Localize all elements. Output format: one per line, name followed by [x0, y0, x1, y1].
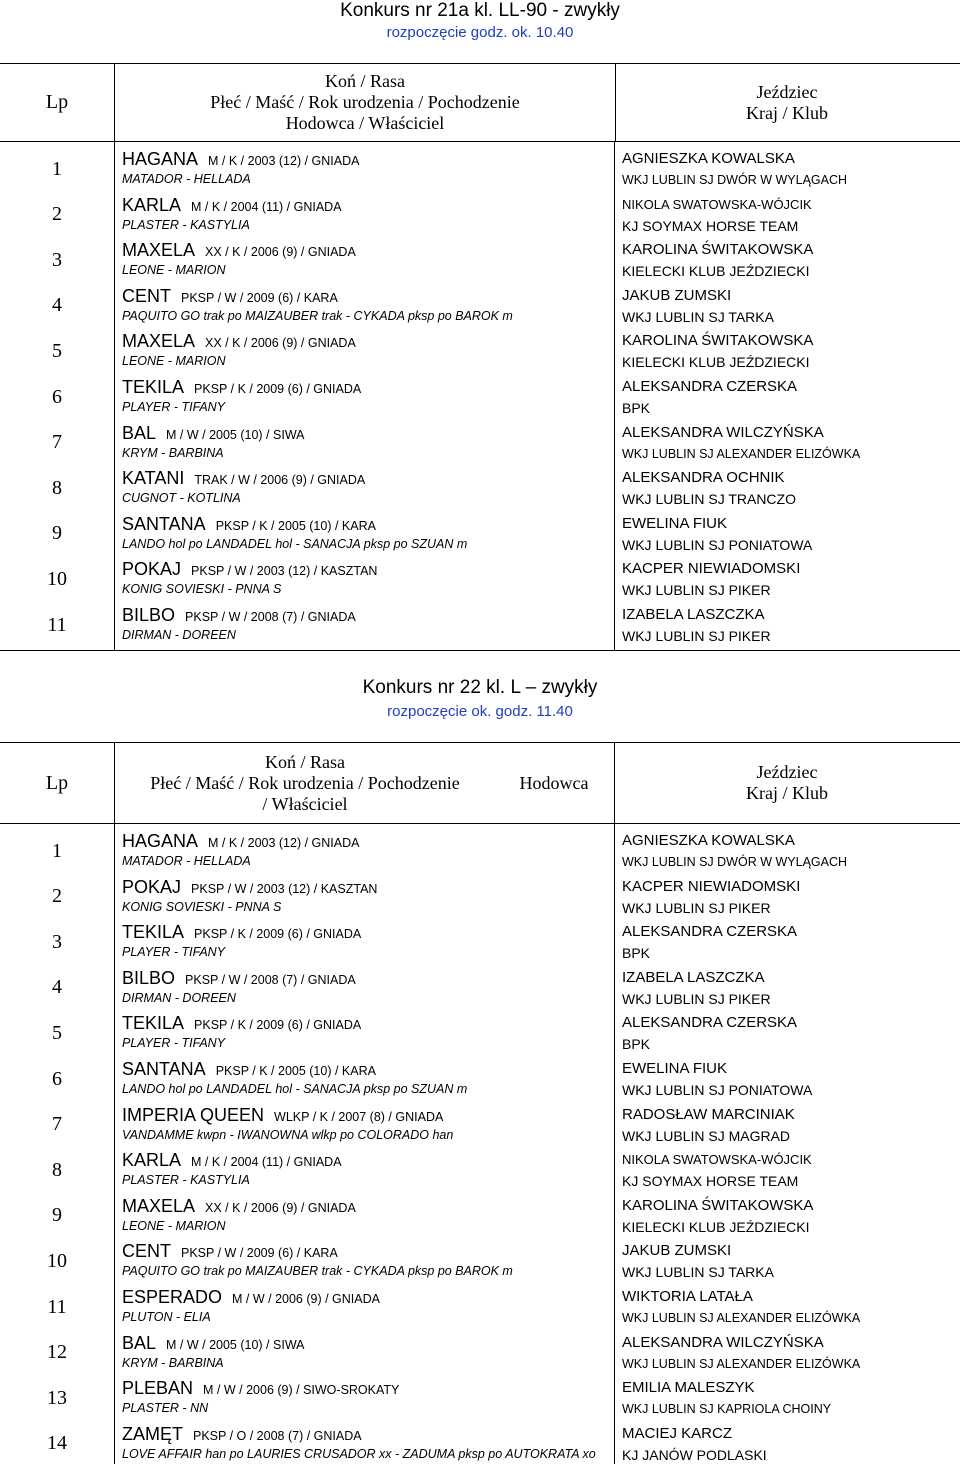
- horse-line: [122, 831, 359, 853]
- rider-club: KJ JANÓW PODLASKI: [622, 1446, 767, 1463]
- competition-1-title: Konkurs nr 21a kl. LL-90 - zwykły: [340, 0, 620, 21]
- competition-2-entries: [0, 824, 960, 1464]
- header-lp: Lp: [45, 91, 69, 113]
- horse-line: [122, 1196, 356, 1218]
- entry-number: 8: [52, 1158, 62, 1181]
- horse-details: M / K / 2003 (12) / GNIADA: [208, 154, 360, 168]
- horse-line: [122, 149, 359, 171]
- entry-number: 1: [52, 157, 62, 180]
- table-row: [0, 1010, 960, 1056]
- rider-club: WKJ LUBLIN SJ TARKA: [622, 1264, 774, 1281]
- horse-line: [122, 922, 361, 944]
- table-row: [0, 420, 960, 466]
- rider-club: WKJ LUBLIN SJ DWÓR W WYLĄGACH: [622, 855, 848, 869]
- horse-line: [122, 1378, 399, 1400]
- table-row: [0, 1193, 960, 1239]
- horse-pedigree: LANDO hol po LANDADEL hol - SANACJA pksp po SZUAN m: [122, 1082, 468, 1096]
- horse-details: M / K / 2004 (11) / GNIADA: [191, 1155, 342, 1170]
- entry-number: 6: [52, 385, 62, 408]
- table-row: [0, 1375, 960, 1421]
- horse-details: XX / K / 2006 (9) / GNIADA: [205, 1200, 356, 1215]
- rider-club: BPK: [622, 945, 651, 962]
- table-row: [0, 828, 960, 874]
- rider-name: WIKTORIA LATAŁA: [622, 1288, 753, 1305]
- entry-number: 8: [52, 476, 62, 499]
- rider-name: ALEKSANDRA WILCZYŃSKA: [622, 1333, 824, 1351]
- horse-pedigree: LEONE - MARION: [122, 263, 226, 278]
- horse-name: POKAJ: [122, 559, 182, 580]
- table-row: [0, 602, 960, 648]
- horse-details: PKSP / W / 2008 (7) / GNIADA: [185, 610, 356, 624]
- rider-club: WKJ LUBLIN SJ MAGRAD: [622, 1127, 791, 1144]
- horse-line: [122, 331, 356, 353]
- rider-name: EWELINA FIUK: [622, 1060, 728, 1077]
- horse-name: HAGANA: [122, 149, 199, 169]
- rider-club: WKJ LUBLIN SJ ALEXANDER ELIZÓWKA: [622, 446, 861, 461]
- rider-name: EWELINA FIUK: [622, 514, 728, 532]
- rider-club: BPK: [622, 1036, 651, 1053]
- competition-1-header: [0, 63, 960, 142]
- horse-details: WLKP / K / 2007 (8) / GNIADA: [274, 1109, 444, 1124]
- entry-number: 5: [52, 1021, 62, 1044]
- horse-details: PKSP / W / 2009 (6) / KARA: [181, 290, 338, 305]
- horse-details: PKSP / K / 2009 (6) / GNIADA: [194, 927, 362, 942]
- horse-details: PKSP / K / 2009 (6) / GNIADA: [194, 382, 362, 396]
- rider-name: IZABELA LASZCZKA: [622, 606, 765, 623]
- rider-club: WKJ LUBLIN SJ DWÓR W WYLĄGACH: [622, 173, 848, 187]
- horse-pedigree: PAQUITO GO trak po MAIZAUBER trak - CYKADA pksp po BAROK m: [122, 1264, 513, 1279]
- rider-name: JAKUB ZUMSKI: [622, 286, 732, 304]
- horse-details: M / K / 2004 (11) / GNIADA: [191, 199, 342, 214]
- rider-club: WKJ LUBLIN SJ ALEXANDER ELIZÓWKA: [622, 1311, 861, 1325]
- rider-club: KIELECKI KLUB JEŹDZIECKI: [622, 1218, 810, 1235]
- horse-line: [122, 240, 356, 262]
- horse-details: M / W / 2005 (10) / SIWA: [166, 427, 305, 442]
- rider-club: KJ SOYMAX HORSE TEAM: [622, 217, 799, 234]
- horse-details: M / W / 2005 (10) / SIWA: [166, 1337, 305, 1352]
- entry-number: 13: [47, 1386, 67, 1409]
- horse-line: [122, 377, 361, 399]
- table-row: [0, 374, 960, 420]
- rider-name: ALEKSANDRA CZERSKA: [622, 1014, 798, 1032]
- entry-number: 9: [52, 1204, 62, 1227]
- horse-line: [122, 1013, 361, 1035]
- table-row: [0, 237, 960, 283]
- horse-details: PKSP / W / 2008 (7) / GNIADA: [185, 972, 356, 987]
- horse-line: [122, 968, 356, 990]
- horse-pedigree: KONIG SOVIESKI - PNNA S: [122, 899, 282, 914]
- horse-details: PKSP / W / 2003 (12) / KASZTAN: [191, 881, 378, 896]
- horse-name: KARLA: [122, 1150, 182, 1171]
- horse-line: [122, 1241, 338, 1263]
- horse-pedigree: MATADOR - HELLADA: [122, 172, 251, 186]
- entry-number: 11: [47, 1295, 67, 1318]
- horse-line: [122, 1424, 362, 1446]
- horse-line: [122, 1059, 376, 1081]
- rider-name: AGNIESZKA KOWALSKA: [622, 150, 795, 167]
- horse-name: CENT: [122, 1241, 171, 1262]
- horse-name: SANTANA: [122, 1059, 206, 1079]
- horse-pedigree: PLASTER - KASTYLIA: [122, 217, 250, 232]
- header-rider-line1: Jeździec: [756, 81, 818, 102]
- competition-1-start-time: rozpoczęcie godz. ok. 10.40: [386, 24, 574, 41]
- header-rider-line2: Kraj / Klub: [746, 783, 828, 803]
- table-row: [0, 328, 960, 374]
- header-rider: [614, 743, 960, 823]
- rider-club: WKJ LUBLIN SJ PONIATOWA: [622, 536, 813, 553]
- rider-name: NIKOLA SWATOWSKA-WÓJCIK: [622, 196, 812, 212]
- table-row: [0, 1056, 960, 1102]
- entry-number: 4: [52, 294, 62, 317]
- rider-club: WKJ LUBLIN SJ PONIATOWA: [622, 1082, 813, 1098]
- header-horse-line2: Płeć / Maść / Rok urodzenia / Pochodzenie: [150, 772, 460, 793]
- header-rider-line2: Kraj / Klub: [746, 102, 828, 123]
- horse-pedigree: KRYM - BARBINA: [122, 445, 224, 460]
- header-lp: Lp: [45, 771, 69, 794]
- horse-pedigree: LEONE - MARION: [122, 1218, 226, 1233]
- competition-1-entries: [0, 142, 960, 651]
- horse-name: MAXELA: [122, 1195, 196, 1216]
- horse-name: HAGANA: [122, 831, 199, 851]
- entry-number: 3: [52, 248, 62, 271]
- table-row: [0, 556, 960, 602]
- entry-number: 14: [47, 1432, 67, 1455]
- horse-details: M / W / 2006 (9) / GNIADA: [232, 1292, 380, 1306]
- rider-club: WKJ LUBLIN SJ PIKER: [622, 628, 771, 644]
- rider-name: RADOSŁAW MARCINIAK: [622, 1105, 795, 1123]
- rider-name: KACPER NIEWIADOMSKI: [622, 560, 801, 578]
- horse-name: CENT: [122, 285, 171, 306]
- horse-details: PKSP / K / 2009 (6) / GNIADA: [194, 1018, 362, 1033]
- horse-pedigree: DIRMAN - DOREEN: [122, 990, 236, 1005]
- rider-name: ALEKSANDRA CZERSKA: [622, 378, 798, 395]
- competition-2-header: [0, 742, 960, 824]
- rider-name: IZABELA LASZCZKA: [622, 968, 765, 986]
- horse-details: M / K / 2003 (12) / GNIADA: [208, 836, 360, 850]
- horse-line: [122, 195, 342, 217]
- horse-details: PKSP / O / 2008 (7) / GNIADA: [193, 1428, 362, 1443]
- table-row: [0, 1102, 960, 1148]
- horse-line: [122, 468, 365, 490]
- horse-name: BAL: [122, 422, 157, 443]
- horse-pedigree: PAQUITO GO trak po MAIZAUBER trak - CYKADA pksp po BAROK m: [122, 308, 513, 323]
- horse-name: ZAMĘT: [122, 1423, 183, 1444]
- horse-pedigree: LANDO hol po LANDADEL hol - SANACJA pksp po SZUAN m: [122, 536, 468, 551]
- horse-details: XX / K / 2006 (9) / GNIADA: [205, 336, 356, 351]
- horse-line: [122, 1287, 380, 1309]
- table-row: [0, 283, 960, 329]
- entry-number: 2: [52, 885, 62, 908]
- horse-name: ESPERADO: [122, 1287, 223, 1307]
- horse-name: BAL: [122, 1332, 157, 1353]
- horse-details: TRAK / W / 2006 (9) / GNIADA: [194, 473, 366, 488]
- header-horse-line3: / Właściciel: [262, 793, 348, 814]
- rider-club: WKJ LUBLIN SJ TARKA: [622, 308, 774, 325]
- header-horse: [114, 64, 616, 141]
- rider-club: BPK: [622, 400, 651, 416]
- horse-details: PKSP / W / 2003 (12) / KASZTAN: [191, 564, 378, 579]
- horse-pedigree: PLASTER - KASTYLIA: [122, 1173, 250, 1188]
- table-row: [0, 1330, 960, 1376]
- rider-club: WKJ LUBLIN SJ ALEXANDER ELIZÓWKA: [622, 1356, 861, 1371]
- horse-pedigree: PLAYER - TIFANY: [122, 400, 226, 414]
- rider-club: WKJ LUBLIN SJ PIKER: [622, 899, 771, 916]
- table-row: [0, 192, 960, 238]
- horse-pedigree: PLUTON - ELIA: [122, 1310, 211, 1324]
- horse-pedigree: LOVE AFFAIR han po LAURIES CRUSADOR xx - ZADUMA pksp po AUTOKRATA xo: [122, 1446, 596, 1461]
- horse-line: [122, 559, 377, 581]
- rider-name: KAROLINA ŚWITAKOWSKA: [622, 332, 814, 350]
- header-horse: [114, 743, 495, 823]
- horse-name: IMPERIA QUEEN: [122, 1104, 265, 1125]
- entry-number: 11: [47, 613, 67, 636]
- header-horse-line3: Hodowca / Właściciel: [285, 113, 445, 133]
- horse-pedigree: KONIG SOVIESKI - PNNA S: [122, 582, 282, 597]
- rider-club: WKJ LUBLIN SJ PIKER: [622, 582, 771, 599]
- entry-number: 10: [47, 567, 67, 590]
- table-row: [0, 1421, 960, 1467]
- horse-name: POKAJ: [122, 876, 182, 897]
- horse-line: [122, 514, 376, 536]
- horse-name: KARLA: [122, 194, 182, 215]
- table-row: [0, 465, 960, 511]
- horse-pedigree: MATADOR - HELLADA: [122, 854, 251, 868]
- horse-line: [122, 605, 356, 627]
- horse-line: [122, 286, 338, 308]
- rider-name: KACPER NIEWIADOMSKI: [622, 877, 801, 895]
- horse-pedigree: CUGNOT - KOTLINA: [122, 491, 241, 506]
- entry-number: 7: [52, 431, 62, 454]
- header-horse-line2: Płeć / Maść / Rok urodzenia / Pochodzenie: [210, 92, 520, 112]
- rider-name: EMILIA MALESZYK: [622, 1379, 755, 1397]
- rider-club: KIELECKI KLUB JEŹDZIECKI: [622, 263, 810, 280]
- horse-name: BILBO: [122, 605, 176, 625]
- horse-line: [122, 1333, 305, 1355]
- entry-number: 4: [52, 976, 62, 999]
- table-row: [0, 919, 960, 965]
- rider-name: KAROLINA ŚWITAKOWSKA: [622, 241, 814, 259]
- rider-name: ALEKSANDRA CZERSKA: [622, 923, 798, 941]
- rider-name: ALEKSANDRA WILCZYŃSKA: [622, 423, 824, 441]
- entry-number: 12: [47, 1341, 67, 1364]
- header-horse-line1: Koń / Rasa: [265, 751, 345, 772]
- rider-name: MACIEJ KARCZ: [622, 1424, 733, 1442]
- horse-pedigree: PLAYER - TIFANY: [122, 1036, 226, 1051]
- rider-club: KIELECKI KLUB JEŹDZIECKI: [622, 354, 810, 371]
- competition-2-title: Konkurs nr 22 kl. L – zwykły: [362, 677, 598, 698]
- rider-name: NIKOLA SWATOWSKA-WÓJCIK: [622, 1152, 812, 1168]
- header-rider: [614, 64, 960, 141]
- horse-line: [122, 423, 305, 445]
- horse-name: TEKILA: [122, 377, 185, 397]
- entry-number: 7: [52, 1113, 62, 1136]
- entry-number: 5: [52, 339, 62, 362]
- horse-details: M / W / 2006 (9) / SIWO-SROKATY: [203, 1383, 400, 1398]
- table-row: [0, 146, 960, 192]
- table-row: [0, 1238, 960, 1284]
- horse-details: PKSP / K / 2005 (10) / KARA: [215, 1064, 376, 1078]
- horse-line: [122, 1105, 443, 1127]
- horse-details: PKSP / K / 2005 (10) / KARA: [215, 518, 376, 533]
- horse-name: PLEBAN: [122, 1378, 194, 1399]
- rider-name: JAKUB ZUMSKI: [622, 1242, 732, 1260]
- table-row: [0, 874, 960, 920]
- entry-number: 3: [52, 930, 62, 953]
- horse-pedigree: PLASTER - NN: [122, 1401, 209, 1416]
- horse-pedigree: KRYM - BARBINA: [122, 1355, 224, 1370]
- horse-name: KATANI: [122, 468, 185, 489]
- header-breeder: Hodowca: [494, 743, 615, 823]
- table-row: [0, 1284, 960, 1330]
- horse-name: MAXELA: [122, 240, 196, 261]
- rider-name: ALEKSANDRA OCHNIK: [622, 469, 785, 487]
- entry-number: 2: [52, 203, 62, 226]
- horse-name: SANTANA: [122, 513, 206, 534]
- horse-name: BILBO: [122, 967, 176, 988]
- rider-club: KJ SOYMAX HORSE TEAM: [622, 1173, 799, 1190]
- rider-club: WKJ LUBLIN SJ PIKER: [622, 990, 771, 1007]
- rider-club: WKJ LUBLIN SJ KAPRIOLA CHOINY: [622, 1402, 832, 1417]
- header-horse-line1: Koń / Rasa: [325, 71, 405, 91]
- rider-name: AGNIESZKA KOWALSKA: [622, 832, 795, 849]
- table-row: [0, 511, 960, 557]
- entry-number: 10: [47, 1249, 67, 1272]
- header-rider-line1: Jeździec: [756, 762, 818, 782]
- horse-name: MAXELA: [122, 331, 196, 352]
- rider-name: KAROLINA ŚWITAKOWSKA: [622, 1196, 814, 1214]
- horse-pedigree: PLAYER - TIFANY: [122, 945, 226, 960]
- table-row: [0, 1147, 960, 1193]
- competition-2-start-time: rozpoczęcie ok. godz. 11.40: [387, 703, 573, 720]
- horse-name: TEKILA: [122, 1013, 185, 1034]
- table-row: [0, 965, 960, 1011]
- horse-name: TEKILA: [122, 922, 185, 943]
- horse-pedigree: VANDAMME kwpn - IWANOWNA wlkp po COLORADO han: [122, 1127, 454, 1142]
- horse-line: [122, 877, 377, 899]
- horse-pedigree: DIRMAN - DOREEN: [122, 628, 236, 642]
- entry-number: 1: [52, 839, 62, 862]
- horse-line: [122, 1150, 342, 1172]
- horse-pedigree: LEONE - MARION: [122, 354, 226, 369]
- entry-number: 9: [52, 522, 62, 545]
- rider-club: WKJ LUBLIN SJ TRANCZO: [622, 491, 796, 508]
- entry-number: 6: [52, 1067, 62, 1090]
- horse-details: XX / K / 2006 (9) / GNIADA: [205, 245, 356, 260]
- horse-details: PKSP / W / 2009 (6) / KARA: [181, 1246, 338, 1261]
